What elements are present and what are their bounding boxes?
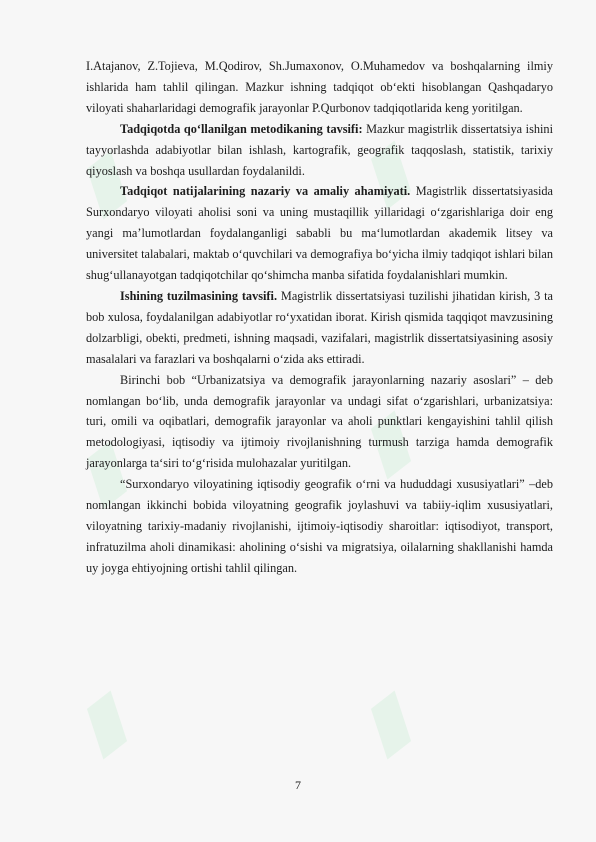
page-number: 7 [295, 778, 301, 792]
watermark-mark [87, 690, 127, 759]
paragraph-4 [86, 286, 553, 370]
paragraph-3 [86, 181, 553, 286]
paragraph-text: Mazkur magistrlik dissertatsiya ishini tayyorlashda adabiyotlar bilan ishlash, kartografik, geografik taqqoslash, statistik, tarixiy qiyoslash va boshqa usullardan foydalanildi. [86, 121, 553, 178]
paragraph-text: Birinchi bob “Urbanizatsiya va demografik jarayonlarning nazariy asoslari” – deb nomlangan bo‘lib, unda demografik jarayonlar va undagi sifat o‘zgarishlari, urbanizatsiya: turi, omili va oqibatlari, demografik jarayonlar va aholi punktlari kengayishini tahlil qilish metodologiyasi, iqtisodiy va ijtimoiy rivojlanishning turmush tarziga hamda demografik jarayonlarga ta‘siri to‘g‘risida mulohazalar yuritilgan. [86, 372, 553, 471]
paragraph-heading: Tadqiqot natijalarining nazariy va amaliy ahamiyati. [120, 184, 411, 199]
paragraph-heading: Ishining tuzilmasining tavsifi. [120, 288, 278, 303]
document-body [86, 56, 553, 579]
paragraph-heading: Tadqiqotda qo‘llanilgan metodikaning tavsifi: [120, 121, 363, 136]
paragraph-text: “Surxondaryo viloyatining iqtisodiy geografik o‘rni va hududdagi xususiyatlari” –deb nomlangan ikkinchi bobida viloyatning geografik joylashuvi va tabiiy-iqlim xususiyatlari, viloyatning tarixiy-madaniy rivojlanishi, ijtimoiy-iqtisodiy sharoitlar: iqtisodiyot, transport, infratuzilma aholi dinamikasi: aholining o‘sishi va migratsiya, oilalarning shakllanishi hamda uy joyga ehtiyojning ortishi tahlil qilingan. [86, 477, 553, 575]
watermark: ​ [80, 102, 120, 153]
paragraph-2 [86, 119, 553, 182]
paragraph-6 [86, 474, 553, 579]
paragraph-text: Magistrlik dissertatsiyasi tuzilishi jihatidan kirish, 3 ta bob xulosa, foydalanilgan adabiyotlar ro‘yxatidan iborat. Kirish qismida taqqiqot mavzusining dolzarbligi, obekti, predmeti, ishning maqsadi, vazifalari, magistrlik dissertatsiyasining asosiy masalalari va farazlari va boshqalarni o‘zida aks ettiradi. [86, 288, 553, 366]
paragraph-text: Magistrlik dissertatsiyasida Surxondaryo viloyati aholisi soni va uning mustaqillik yillaridagi o‘zgarishlariga doir eng yangi ma’lumotlardan foydalanganligi sababli bu ma‘lumotlardan akademik litsey va universitet talabalari, maktab o‘quvchilari va demografiya bo‘yicha ilmiy tadqiqot ishlari bilan shug‘ullanayotgan tadqiqotchilar qo‘shimcha manba sifatida foydalanishlari mumkin. [86, 184, 554, 283]
watermark-mark [371, 690, 411, 759]
paragraph-text: I.Atajanov, Z.Tojieva, M.Qodirov, Sh.Jumaxonov, O.Muhamedov va boshqalarning ilmiy ishlarida ham tahlil qilingan. Mazkur ishning tadqiqot ob‘ekti hisoblangan Qashqadaryo viloyati shaharlaridagi demografik jarayonlar P.Qurbonov tadqiqotlarida keng yoritilgan. [86, 59, 553, 115]
paragraph-1 [86, 56, 553, 119]
paragraph-5 [86, 370, 553, 475]
